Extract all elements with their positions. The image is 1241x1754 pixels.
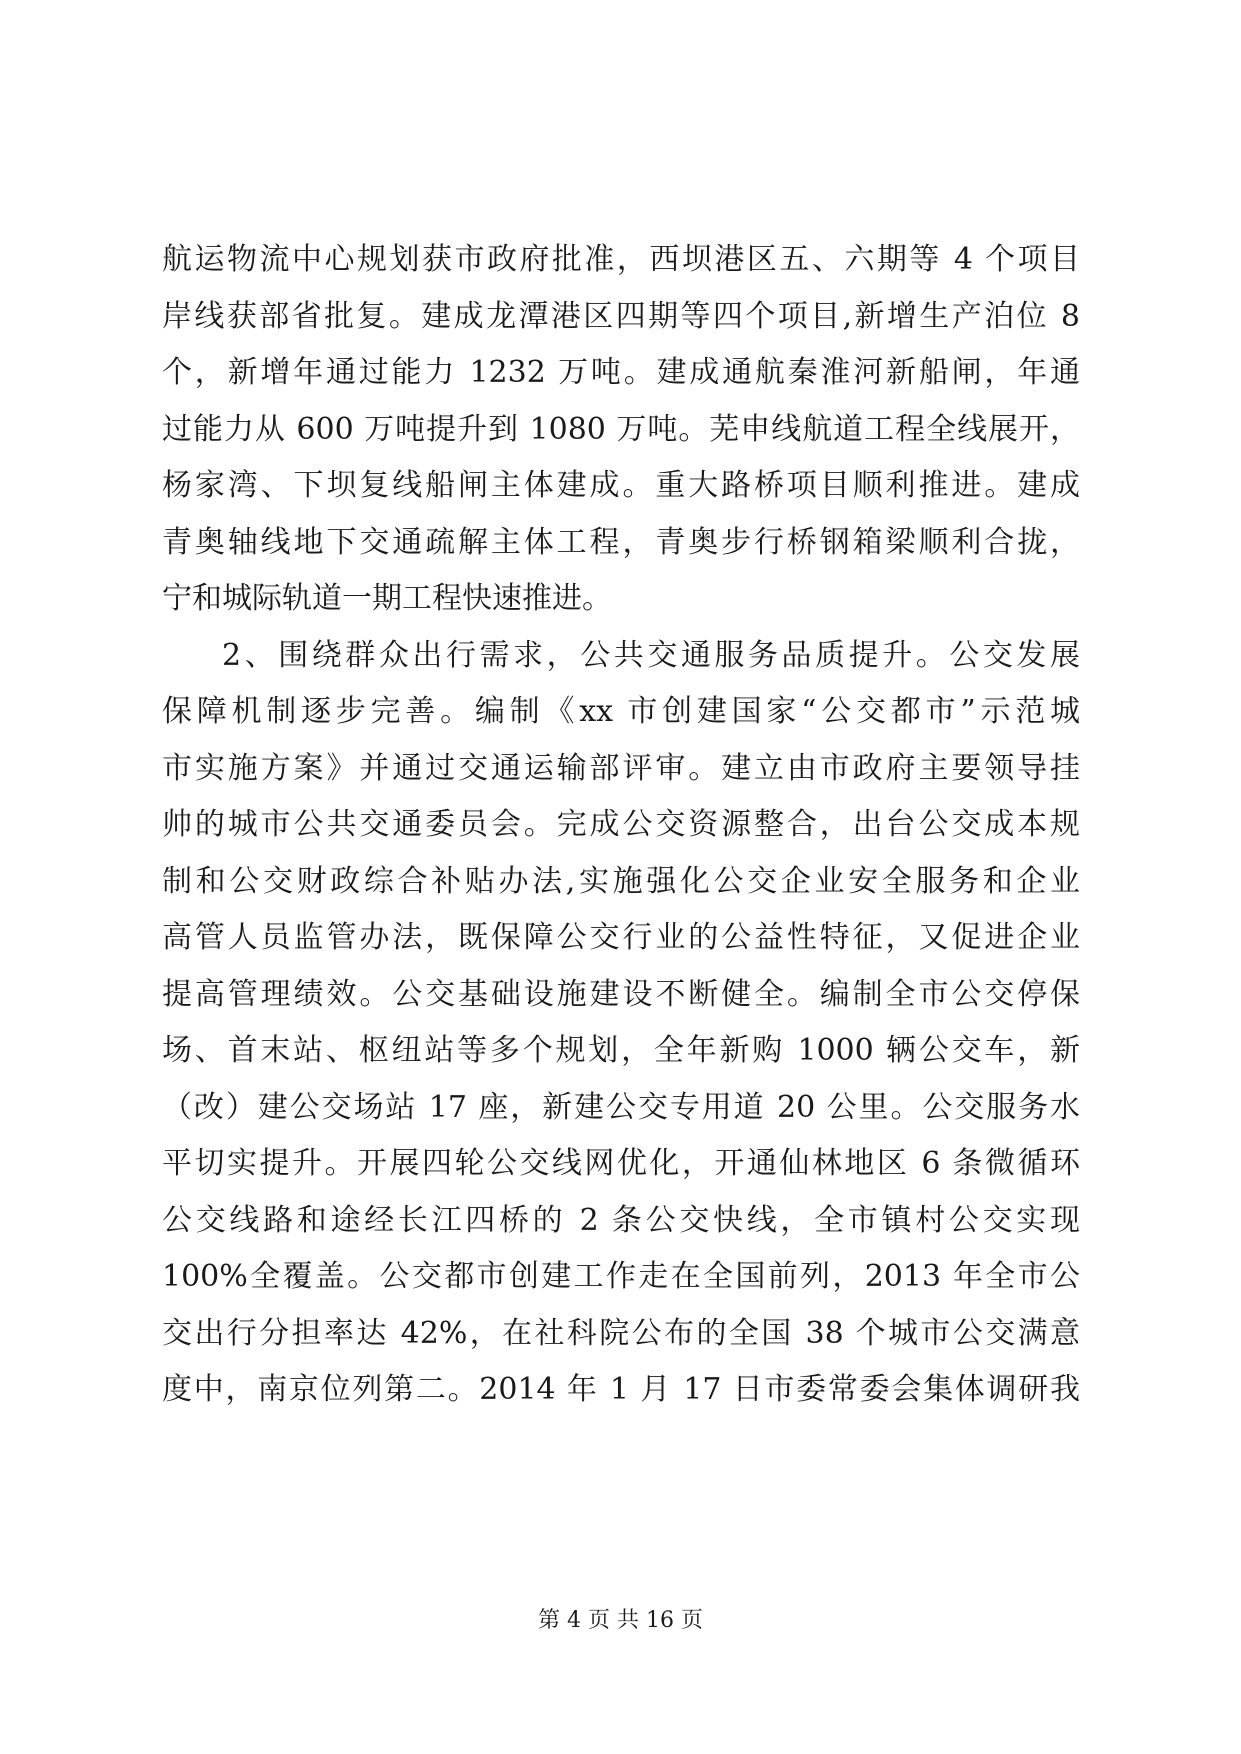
body-text bbox=[162, 232, 1080, 1419]
text-line: 杨家湾、下坝复线船闸主体建成。重大路桥项目顺利推进。建成 bbox=[162, 468, 1080, 503]
text-line: （改）建公交场站 17 座，新建公交专用道 20 公里。公交服务水 bbox=[162, 1089, 1080, 1125]
text-line: 100%全覆盖。公交都市创建工作走在全国前列，2013 年全市公 bbox=[162, 1259, 1080, 1294]
text-line: 公交线路和途经长江四桥的 2 条公交快线，全市镇村公交实现 bbox=[162, 1202, 1080, 1238]
text-line: 高管人员监管办法，既保障公交行业的公益性特征，又促进企业 bbox=[162, 920, 1080, 955]
text-line: 帅的城市公共交通委员会。完成公交资源整合，出台公交成本规 bbox=[162, 807, 1080, 842]
text-line: 场、首末站、枢纽站等多个规划，全年新购 1000 辆公交车，新 bbox=[162, 1033, 1080, 1068]
text-line: 平切实提升。开展四轮公交线网优化，开通仙林地区 6 条微循环 bbox=[162, 1146, 1080, 1181]
text-line: 航运物流中心规划获市政府批准，西坝港区五、六期等 4 个项目 bbox=[162, 242, 1080, 277]
text-line: 宁和城际轨道一期工程快速推进。 bbox=[162, 581, 612, 616]
text-line: 个，新增年通过能力 1232 万吨。建成通航秦淮河新船闸，年通 bbox=[162, 355, 1080, 390]
paragraph-start-line: 2、围绕群众出行需求，公共交通服务品质提升。公交发展 bbox=[222, 637, 1080, 673]
text-line: 制和公交财政综合补贴办法,实施强化公交企业安全服务和企业 bbox=[162, 863, 1080, 899]
text-line: 提高管理绩效。公交基础设施建设不断健全。编制全市公交停保 bbox=[162, 976, 1080, 1012]
text-line: 交出行分担率达 42%，在社科院公布的全国 38 个城市公交满意 bbox=[162, 1315, 1080, 1351]
text-line: 市实施方案》并通过交通运输部评审。建立由市政府主要领导挂 bbox=[162, 750, 1080, 786]
page-number-footer: 第 4 页 共 16 页 bbox=[538, 1608, 703, 1633]
text-line: 青奥轴线地下交通疏解主体工程，青奥步行桥钢箱梁顺利合拢， bbox=[162, 524, 1080, 560]
text-line: 保障机制逐步完善。编制《xx 市创建国家“公交都市”示范城 bbox=[162, 694, 1080, 729]
text-line: 过能力从 600 万吨提升到 1080 万吨。芜申线航道工程全线展开， bbox=[162, 411, 1080, 447]
text-line: 岸线获部省批复。建成龙潭港区四期等四个项目,新增生产泊位 8 bbox=[162, 298, 1080, 334]
text-line: 度中，南京位列第二。2014 年 1 月 17 日市委常委会集体调研我 bbox=[162, 1372, 1080, 1407]
